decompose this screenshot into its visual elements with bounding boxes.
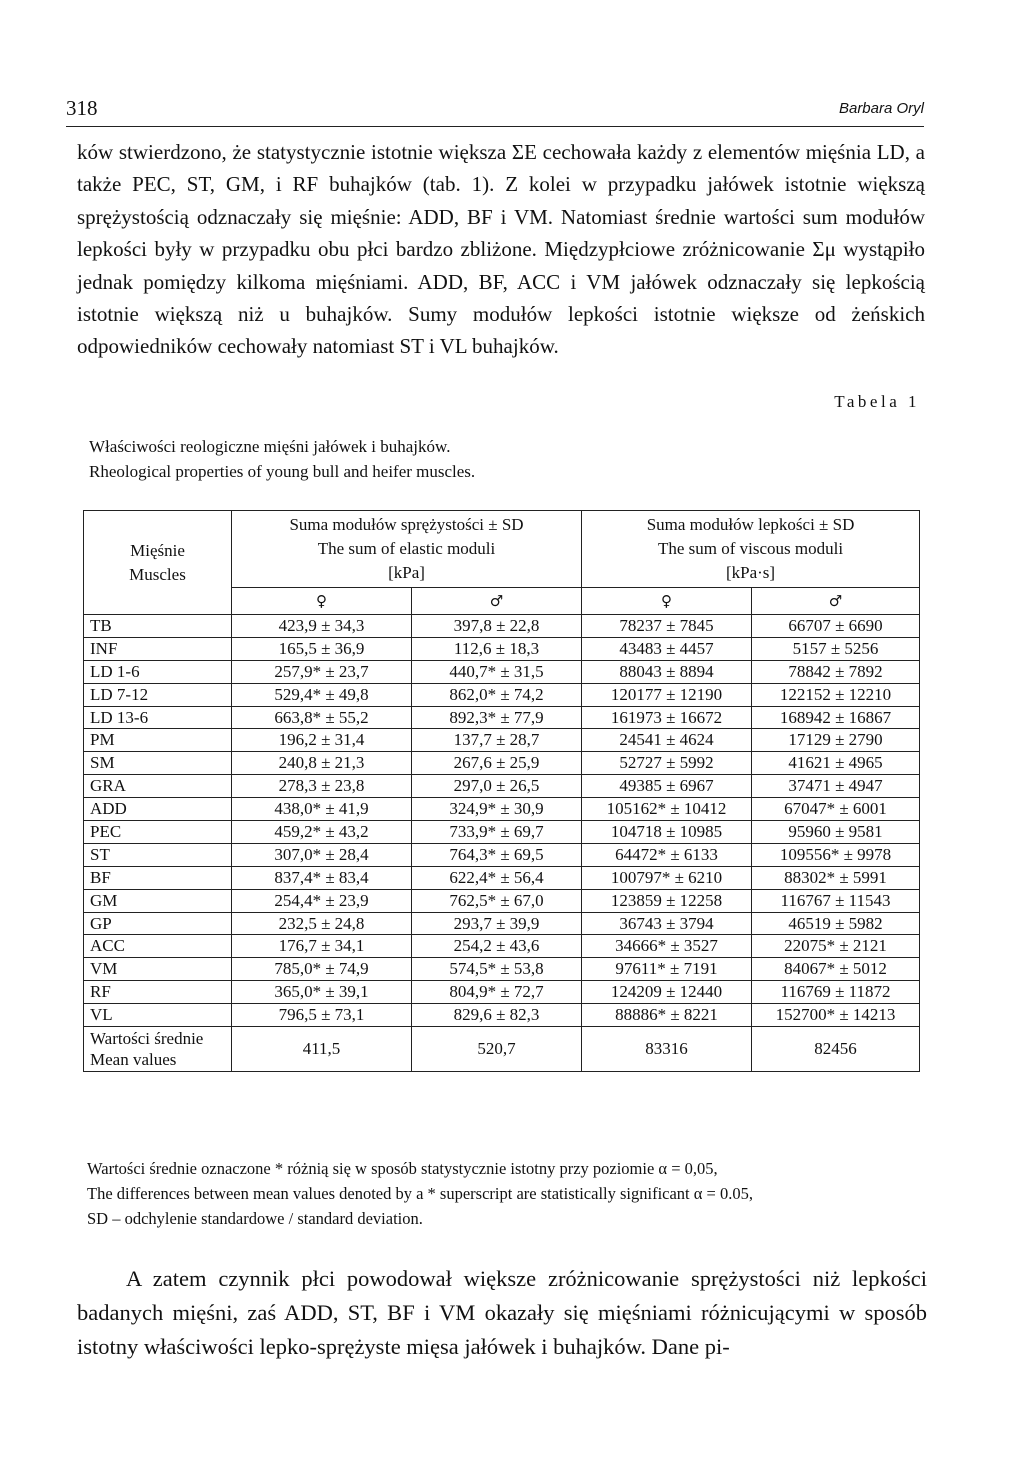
viscous-male-cell: 168942 ± 16867 xyxy=(752,706,920,729)
elastic-male-cell: 764,3* ± 69,5 xyxy=(412,843,582,866)
elastic-header xyxy=(232,511,582,588)
muscle-cell: INF xyxy=(84,637,232,660)
table-row xyxy=(84,912,920,935)
viscous-female-header xyxy=(582,588,752,615)
table-row xyxy=(84,752,920,775)
table-row xyxy=(84,683,920,706)
elastic-female-cell: 307,0* ± 28,4 xyxy=(232,843,412,866)
viscous-male-header xyxy=(752,588,920,615)
viscous-female-cell: 24541 ± 4624 xyxy=(582,729,752,752)
rheology-table xyxy=(83,510,920,1072)
muscle-cell: ST xyxy=(84,843,232,866)
table-row xyxy=(84,660,920,683)
elastic-male-cell: 574,5* ± 53,8 xyxy=(412,958,582,981)
muscle-cell: LD 7-12 xyxy=(84,683,232,706)
muscle-cell: TB xyxy=(84,615,232,638)
muscle-cell: PM xyxy=(84,729,232,752)
muscle-cell: VM xyxy=(84,958,232,981)
viscous-male-cell: 41621 ± 4965 xyxy=(752,752,920,775)
elastic-female-cell: 663,8* ± 55,2 xyxy=(232,706,412,729)
viscous-female-cell: 104718 ± 10985 xyxy=(582,821,752,844)
header-rule xyxy=(66,126,924,127)
elastic-female-cell: 837,4* ± 83,4 xyxy=(232,866,412,889)
viscous-female-cell: 78237 ± 7845 xyxy=(582,615,752,638)
viscous-male-cell: 116769 ± 11872 xyxy=(752,981,920,1004)
viscous-female-cell: 120177 ± 12190 xyxy=(582,683,752,706)
paragraph-top: ków stwierdzono, że statystycznie istotnie większa ΣE cechowała każdy z elementów mięśnia LD, a także PEC, ST, GM, i RF buhajków (tab. 1). Z kolei w przypadku jałówek istotnie większą sprężystością odznaczały się mięśnie: ADD, BF i VM. Natomiast średnie wartości sum modułów lepkości były w przypadku obu płci bardzo zbliżone. Międzypłciowe zróżnicowanie Σμ wystąpiło jednak pomiędzy kilkoma mięśniami. ADD, BF, ACC i VM jałówek odznaczały się lepkością istotnie większą niż u buhajków. Sumy modułów lepkości istotnie większe od żeńskich odpowiedników cechowały natomiast ST i VL buhajków. xyxy=(77,140,925,359)
elastic-female-cell: 365,0* ± 39,1 xyxy=(232,981,412,1004)
table-row xyxy=(84,866,920,889)
viscous-female-cell: 88043 ± 8894 xyxy=(582,660,752,683)
table-row xyxy=(84,729,920,752)
elastic-male-cell: 762,5* ± 67,0 xyxy=(412,889,582,912)
viscous-female-cell: 36743 ± 3794 xyxy=(582,912,752,935)
elastic-female-cell: 232,5 ± 24,8 xyxy=(232,912,412,935)
elastic-male-cell: 293,7 ± 39,9 xyxy=(412,912,582,935)
elastic-female-cell: 529,4* ± 49,8 xyxy=(232,683,412,706)
table-row xyxy=(84,843,920,866)
table-row xyxy=(84,637,920,660)
viscous-female-cell: 88886* ± 8221 xyxy=(582,1004,752,1027)
elastic-male-cell: 324,9* ± 30,9 xyxy=(412,798,582,821)
viscous-female-cell: 105162* ± 10412 xyxy=(582,798,752,821)
elastic-female-cell: 165,5 ± 36,9 xyxy=(232,637,412,660)
elastic-male-cell: 297,0 ± 26,5 xyxy=(412,775,582,798)
elastic-male-cell: 733,9* ± 69,7 xyxy=(412,821,582,844)
viscous-male-cell: 88302* ± 5991 xyxy=(752,866,920,889)
footnote-sd: SD – odchylenie standardowe / standard deviation. xyxy=(87,1209,423,1228)
viscous-male-cell: 46519 ± 5982 xyxy=(752,912,920,935)
elastic-female-cell: 254,4* ± 23,9 xyxy=(232,889,412,912)
table-row xyxy=(84,889,920,912)
viscous-female-cell: 43483 ± 4457 xyxy=(582,637,752,660)
footnote-significance-pl: Wartości średnie oznaczone * różnią się w sposób statystycznie istotny przy poziomie α = 0,05, xyxy=(87,1159,718,1178)
table-row xyxy=(84,935,920,958)
viscous-male-cell: 116767 ± 11543 xyxy=(752,889,920,912)
table-label: Tabela 1 xyxy=(834,392,920,411)
viscous-male-cell: 22075* ± 2121 xyxy=(752,935,920,958)
muscle-cell: ACC xyxy=(84,935,232,958)
mean-values-label xyxy=(84,1027,232,1072)
elastic-male-cell: 254,2 ± 43,6 xyxy=(412,935,582,958)
viscous-male-cell: 78842 ± 7892 xyxy=(752,660,920,683)
viscous-female-cell: 64472* ± 6133 xyxy=(582,843,752,866)
viscous-female-cell: 49385 ± 6967 xyxy=(582,775,752,798)
viscous-unit: [kPa·s] xyxy=(725,563,776,582)
elastic-female-cell: 438,0* ± 41,9 xyxy=(232,798,412,821)
elastic-header-en: The sum of elastic moduli xyxy=(317,539,496,558)
elastic-male-cell: 112,6 ± 18,3 xyxy=(412,637,582,660)
elastic-male-cell: 267,6 ± 25,9 xyxy=(412,752,582,775)
paragraph-bottom: A zatem czynnik płci powodował większe zróżnicowanie sprężystości niż lepkości badanych mięśni, zaś ADD, ST, BF i VM okazały się mięśniami różnicującymi w sposób istotny właściwości lepko-sprężyste mięsa jałówek i buhajków. Dane pi- xyxy=(77,1266,927,1359)
viscous-male-cell: 84067* ± 5012 xyxy=(752,958,920,981)
muscles-header-pl: Mięśnie xyxy=(130,540,185,560)
viscous-male-cell: 5157 ± 5256 xyxy=(752,637,920,660)
viscous-male-cell: 37471 ± 4947 xyxy=(752,775,920,798)
elastic-female-cell: 196,2 ± 31,4 xyxy=(232,729,412,752)
elastic-female-header xyxy=(232,588,412,615)
elastic-female-cell: 423,9 ± 34,3 xyxy=(232,615,412,638)
viscous-female-cell: 34666* ± 3527 xyxy=(582,935,752,958)
viscous-female-cell: 100797* ± 6210 xyxy=(582,866,752,889)
running-head-author: Barbara Oryl xyxy=(838,100,924,117)
elastic-male-cell: 440,7* ± 31,5 xyxy=(412,660,582,683)
muscle-cell: GM xyxy=(84,889,232,912)
page-number: 318 xyxy=(66,96,98,120)
table-caption-en: Rheological properties of young bull and heifer muscles. xyxy=(89,462,476,481)
elastic-female-cell: 257,9* ± 23,7 xyxy=(232,660,412,683)
elastic-female-cell: 176,7 ± 34,1 xyxy=(232,935,412,958)
muscle-cell: LD 13-6 xyxy=(84,706,232,729)
elastic-header-pl: Suma modułów sprężystości ± SD xyxy=(289,515,524,534)
elastic-female-cell: 278,3 ± 23,8 xyxy=(232,775,412,798)
muscle-cell: GP xyxy=(84,912,232,935)
muscle-cell: GRA xyxy=(84,775,232,798)
viscous-header-pl: Suma modułów lepkości ± SD xyxy=(646,515,855,534)
female-symbol-icon: ♀ xyxy=(661,592,673,610)
table-row xyxy=(84,798,920,821)
mean-label-pl: Wartości średnie xyxy=(90,1029,204,1049)
viscous-female-cell: 123859 ± 12258 xyxy=(582,889,752,912)
elastic-male-header xyxy=(412,588,582,615)
elastic-male-cell: 862,0* ± 74,2 xyxy=(412,683,582,706)
elastic-male-cell: 892,3* ± 77,9 xyxy=(412,706,582,729)
elastic-female-cell: 459,2* ± 43,2 xyxy=(232,821,412,844)
elastic-unit: [kPa] xyxy=(388,563,425,582)
elastic-male-cell: 397,8 ± 22,8 xyxy=(412,615,582,638)
elastic-female-cell: 240,8 ± 21,3 xyxy=(232,752,412,775)
viscous-male-cell: 95960 ± 9581 xyxy=(752,821,920,844)
muscle-cell: ADD xyxy=(84,798,232,821)
table-caption-pl: Właściwości reologiczne mięśni jałówek i buhajków. xyxy=(89,437,451,456)
viscous-male-cell: 17129 ± 2790 xyxy=(752,729,920,752)
table-row xyxy=(84,821,920,844)
muscle-cell: PEC xyxy=(84,821,232,844)
viscous-female-cell: 52727 ± 5992 xyxy=(582,752,752,775)
mean-values-row xyxy=(84,1027,920,1072)
table-row xyxy=(84,775,920,798)
elastic-male-cell: 137,7 ± 28,7 xyxy=(412,729,582,752)
elastic-female-cell: 785,0* ± 74,9 xyxy=(232,958,412,981)
table-row xyxy=(84,615,920,638)
muscle-cell: VL xyxy=(84,1004,232,1027)
elastic-male-cell: 829,6 ± 82,3 xyxy=(412,1004,582,1027)
viscous-male-cell: 122152 ± 12210 xyxy=(752,683,920,706)
elastic-male-cell: 804,9* ± 72,7 xyxy=(412,981,582,1004)
female-symbol-icon: ♀ xyxy=(316,592,327,610)
viscous-female-cell: 124209 ± 12440 xyxy=(582,981,752,1004)
muscles-header xyxy=(84,511,232,615)
viscous-male-cell: 66707 ± 6690 xyxy=(752,615,920,638)
muscles-header-en: Muscles xyxy=(129,564,186,584)
muscle-cell: RF xyxy=(84,981,232,1004)
table-row xyxy=(84,706,920,729)
viscous-header-en: The sum of viscous moduli xyxy=(657,539,844,558)
table-footnotes xyxy=(87,1156,753,1231)
viscous-female-cell: 97611* ± 7191 xyxy=(582,958,752,981)
viscous-header xyxy=(582,511,920,588)
mean-viscous-male: 82456 xyxy=(752,1027,920,1072)
elastic-male-cell: 622,4* ± 56,4 xyxy=(412,866,582,889)
viscous-female-cell: 161973 ± 16672 xyxy=(582,706,752,729)
viscous-male-cell: 67047* ± 6001 xyxy=(752,798,920,821)
mean-elastic-male: 520,7 xyxy=(412,1027,582,1072)
viscous-male-cell: 152700* ± 14213 xyxy=(752,1004,920,1027)
table-row xyxy=(84,981,920,1004)
muscle-cell: LD 1-6 xyxy=(84,660,232,683)
male-symbol-icon: ♂ xyxy=(489,592,504,610)
table-header-row xyxy=(84,511,920,588)
viscous-male-cell: 109556* ± 9978 xyxy=(752,843,920,866)
male-symbol-icon: ♂ xyxy=(828,592,843,610)
muscle-cell: SM xyxy=(84,752,232,775)
elastic-female-cell: 796,5 ± 73,1 xyxy=(232,1004,412,1027)
table-row xyxy=(84,1004,920,1027)
mean-viscous-female: 83316 xyxy=(582,1027,752,1072)
table-row xyxy=(84,958,920,981)
mean-label-en: Mean values xyxy=(90,1050,177,1070)
muscle-cell: BF xyxy=(84,866,232,889)
footnote-significance-en: The differences between mean values denoted by a * superscript are statistically significant α = 0.05, xyxy=(87,1184,753,1203)
mean-elastic-female: 411,5 xyxy=(232,1027,412,1072)
